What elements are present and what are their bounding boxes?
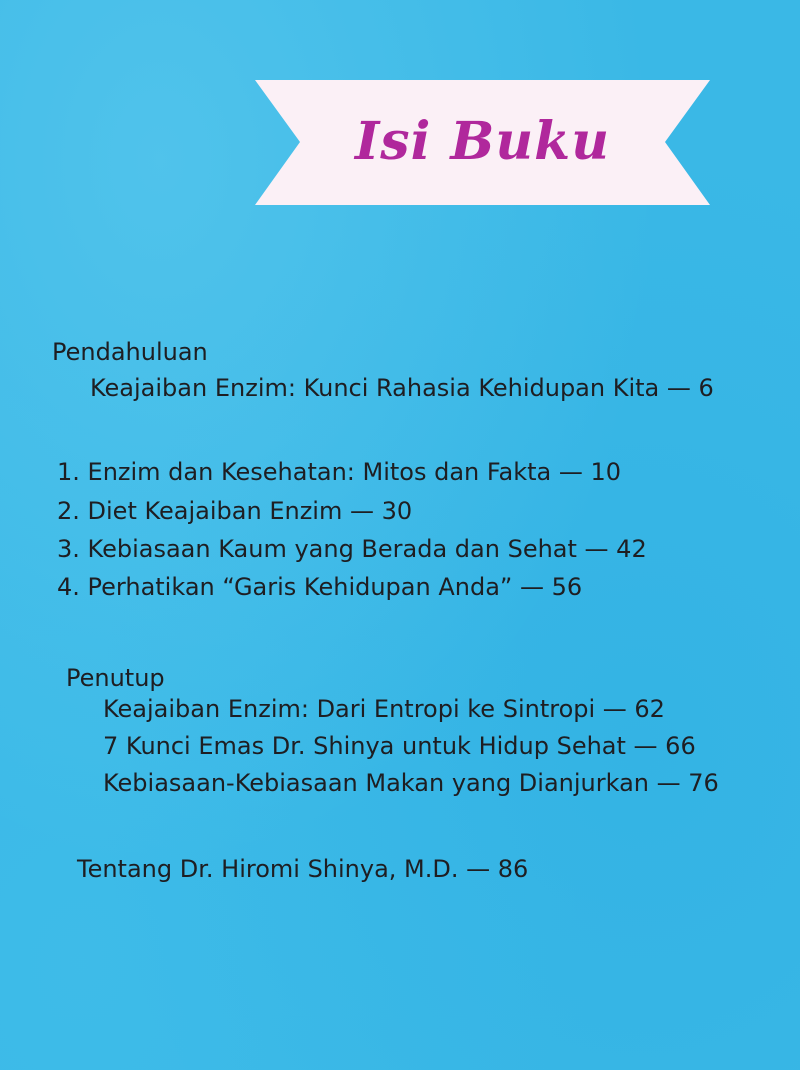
- toc-item-closing-2: 7 Kunci Emas Dr. Shinya untuk Hidup Sehat — 66: [103, 732, 696, 760]
- closing-heading: Penutup: [66, 664, 165, 692]
- toc-item-chapter-2: 2. Diet Keajaiban Enzim — 30: [57, 497, 413, 525]
- toc-item-preface: Keajaiban Enzim: Kunci Rahasia Kehidupan Kita — 6: [90, 374, 714, 402]
- page-title: Isi Buku: [354, 111, 611, 172]
- toc-item-about-author: Tentang Dr. Hiromi Shinya, M.D. — 86: [77, 855, 529, 883]
- toc-item-closing-1: Keajaiban Enzim: Dari Entropi ke Sintropi — 62: [103, 695, 665, 723]
- toc-item-chapter-1: 1. Enzim dan Kesehatan: Mitos dan Fakta — 10: [57, 458, 621, 486]
- preface-heading: Pendahuluan: [52, 338, 208, 366]
- title-banner: [255, 80, 710, 205]
- toc-item-chapter-4: 4. Perhatikan “Garis Kehidupan Anda” — 56: [57, 573, 583, 601]
- toc-item-chapter-3: 3. Kebiasaan Kaum yang Berada dan Sehat — 42: [57, 535, 647, 563]
- toc-item-closing-3: Kebiasaan-Kebiasaan Makan yang Dianjurkan — 76: [103, 769, 719, 797]
